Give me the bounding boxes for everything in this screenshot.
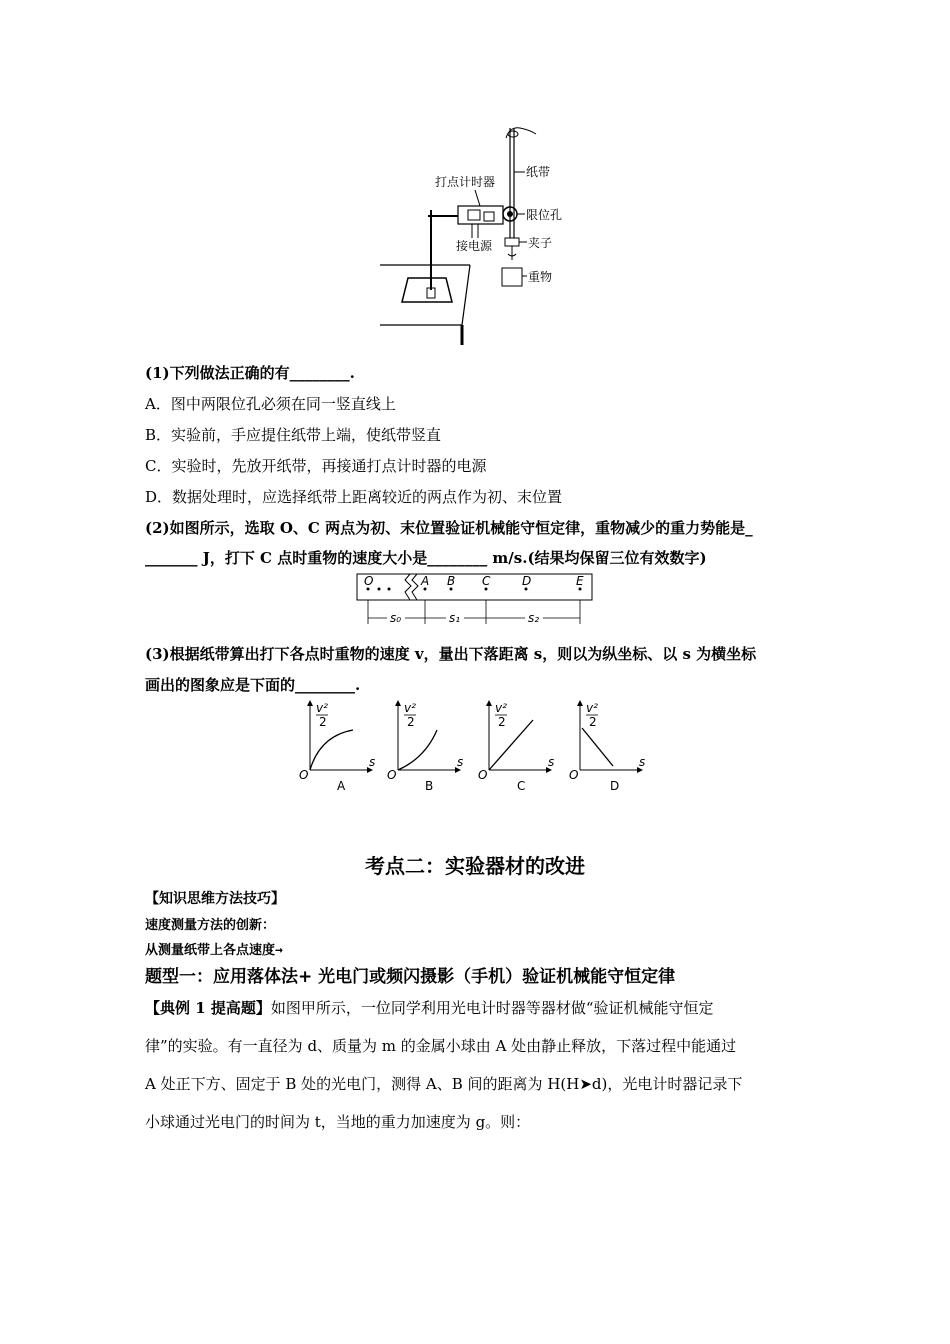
- label-timer: 打点计时器: [435, 175, 496, 189]
- graph-b: [387, 700, 463, 793]
- tape-point-d: D: [522, 574, 532, 588]
- tape-figure: [355, 572, 595, 630]
- q1-option-c: C．实验时，先放开纸带，再接通打点计时器的电源: [145, 457, 487, 475]
- graph-d: [569, 700, 645, 793]
- q2-line-1: (2)如图所示，选取 O、C 两点为初、末位置验证机械能守恒定律，重物减少的重力势能是_: [145, 519, 753, 537]
- bracket-title: 【知识思维方法技巧】: [145, 891, 285, 907]
- method-line-b: 从测量纸带上各点速度→: [145, 943, 283, 958]
- example-tag: 【典例 1 提高题】: [145, 999, 271, 1017]
- q3-line-1: (3)根据纸带算出打下各点时重物的速度 v，量出下落距离 s，则以为纵坐标、以 s 为横坐标: [145, 645, 757, 663]
- graph-d-xlabel: s: [639, 755, 646, 769]
- tape-span-s1: s₁: [449, 611, 461, 625]
- tape-span-s2: s₂: [528, 611, 540, 625]
- graph-a-option: A: [337, 779, 346, 793]
- q1-option-a: A．图中两限位孔必须在同一竖直线上: [145, 395, 396, 413]
- graph-a-ynum: v²: [316, 701, 328, 715]
- graph-c-option: C: [517, 779, 526, 793]
- example-line-3: A 处正下方、固定于 B 处的光电门，测得 A、B 间的距离为 H(H➤d)，光电计时器记录下: [145, 1075, 743, 1093]
- graph-d-ynum: v²: [586, 701, 598, 715]
- example-line-1: [145, 997, 714, 1018]
- graph-d-yden: 2: [589, 715, 597, 729]
- graph-a-origin: O: [299, 768, 309, 782]
- label-tape: 纸带: [526, 165, 551, 179]
- tape-point-a: A: [421, 574, 430, 588]
- tape-point-b: B: [447, 574, 456, 588]
- q3-line-2: 画出的图象应是下面的________.: [145, 676, 361, 694]
- graph-b-yden: 2: [407, 715, 415, 729]
- example-text-1: 如图甲所示，一位同学利用光电计时器等器材做“验证机械能守恒定: [270, 999, 714, 1017]
- label-clip: 夹子: [528, 236, 553, 250]
- example-line-4: 小球通过光电门的时间为 t，当地的重力加速度为 g。则：: [145, 1113, 531, 1131]
- q2-line-2: _______ J，打下 C 点时重物的速度大小是________ m/s.(结果均保留三位有效数字): [145, 549, 707, 567]
- apparatus-figure: [380, 120, 580, 345]
- graph-b-origin: O: [387, 768, 397, 782]
- graph-c-yden: 2: [498, 715, 506, 729]
- graph-b-ynum: v²: [404, 701, 416, 715]
- graph-c-ynum: v²: [495, 701, 507, 715]
- graph-a: [299, 700, 375, 793]
- label-power: 接电源: [456, 239, 493, 253]
- tape-point-c: C: [482, 574, 491, 588]
- type-title: 题型一：应用落体法+ 光电门或频闪摄影（手机）验证机械能守恒定律: [145, 967, 676, 987]
- graph-b-xlabel: s: [457, 755, 464, 769]
- graph-c-origin: O: [478, 768, 488, 782]
- q1-stem: (1)下列做法正确的有________.: [145, 364, 355, 382]
- example-line-2: 律”的实验。有一直径为 d、质量为 m 的金属小球由 A 处由静止释放，下落过程中能通过: [145, 1037, 737, 1055]
- graph-c: [478, 700, 554, 793]
- section-title: 考点二：实验器材的改进: [365, 854, 585, 878]
- label-hole: 限位孔: [526, 208, 563, 222]
- graph-b-option: B: [425, 779, 434, 793]
- answer-graphs: [295, 700, 655, 800]
- tape-point-o: O: [364, 574, 374, 588]
- graph-a-xlabel: s: [369, 755, 376, 769]
- q1-option-b: B．实验前，手应提住纸带上端，使纸带竖直: [145, 426, 442, 444]
- q1-option-d: D．数据处理时，应选择纸带上距离较近的两点作为初、末位置: [145, 488, 563, 506]
- tape-span-s0: s₀: [390, 611, 402, 625]
- tape-point-e: E: [576, 574, 584, 588]
- graph-a-yden: 2: [319, 715, 327, 729]
- graph-c-xlabel: s: [548, 755, 555, 769]
- graph-d-option: D: [610, 779, 620, 793]
- method-line-a: 速度测量方法的创新：: [145, 918, 276, 933]
- graph-d-origin: O: [569, 768, 579, 782]
- label-weight: 重物: [528, 270, 553, 284]
